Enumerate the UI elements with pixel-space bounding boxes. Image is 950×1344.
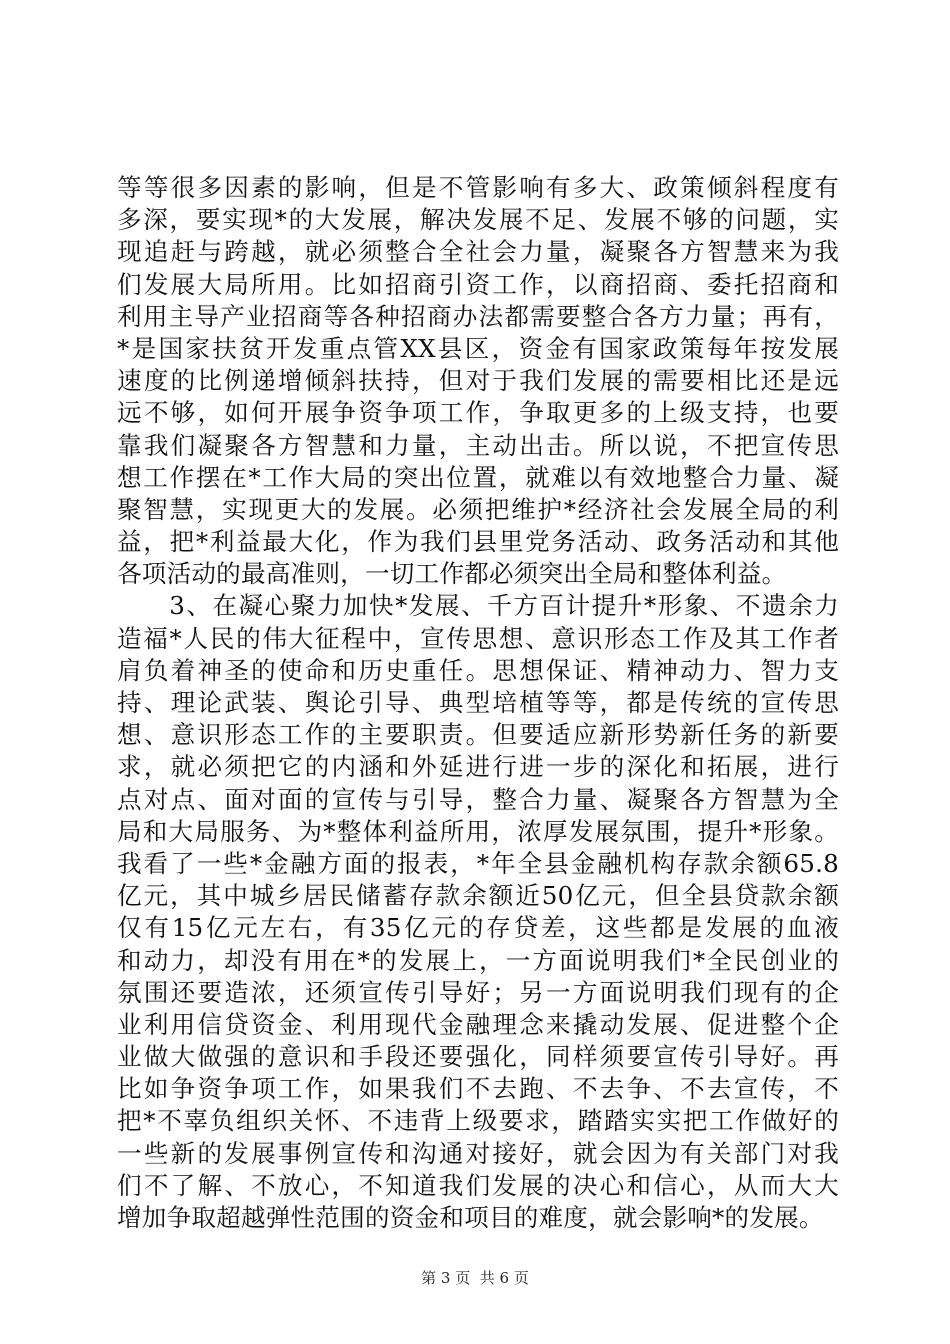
text-line: 多深，要实现*的大发展，解决发展不足、发展不够的问题，实 [117,205,839,235]
text-line: 增加争取超越弹性范围的资金和项目的难度，就会影响*的发展。 [117,1203,824,1232]
text-line: *是国家扶贫开发重点管XX县区，资金有国家政策每年按发展 [117,333,839,363]
text-line: 一些新的发展事例宣传和沟通对接好，就会因为有关部门对我 [117,1138,839,1168]
text-line: 现追赶与跨越，就必须整合全社会力量，凝聚各方智慧来为我 [117,237,839,267]
text-line: 各项活动的最高准则，一切工作都必须突出全局和整体利益。 [117,559,787,589]
text-line: 和动力，却没有用在*的发展上，一方面说明我们*全民创业的 [117,945,839,975]
page-footer: 第 3 页 共 6 页 [421,1269,529,1287]
text-line: 仅有15亿元左右，有35亿元的存贷差，这些都是发展的血液 [117,913,839,943]
text-line: 亿元，其中城乡居民储蓄存款余额近50亿元，但全县贷款余额 [117,881,839,911]
text-line: 远不够，如何开展争资争项工作，争取更多的上级支持，也要 [117,398,839,428]
text-line: 聚智慧，实现更大的发展。必须把维护*经济社会发展全局的利 [117,494,839,524]
text-line: 点对点、面对面的宣传与引导，整合力量、凝聚各方智慧为全 [117,784,839,814]
text-line: 速度的比例递增倾斜扶持，但对于我们发展的需要相比还是远 [117,366,839,396]
text-line: 等等很多因素的影响，但是不管影响有多大、政策倾斜程度有 [117,173,839,202]
text-line: 益，把*利益最大化，作为我们县里党务活动、政务活动和其他 [117,527,839,557]
text-line: 持、理论武装、舆论引导、典型培植等等，都是传统的宣传思 [117,688,839,717]
text-line: 3、在凝心聚力加快*发展、千方百计提升*形象、不遗余力 [117,591,839,621]
text-line: 求，就必须把它的内涵和外延进行进一步的深化和拓展，进行 [117,752,839,782]
text-line: 业做大做强的意识和手段还要强化，同样须要宣传引导好。再 [117,1042,839,1072]
text-line: 们不了解、不放心，不知道我们发展的决心和信心，从而大大 [117,1170,839,1200]
text-line: 们发展大局所用。比如招商引资工作，以商招商、委托招商和 [117,269,839,299]
text-line: 想、意识形态工作的主要职责。但要适应新形势新任务的新要 [117,720,839,750]
text-line: 比如争资争项工作，如果我们不去跑、不去争、不去宣传，不 [117,1074,839,1104]
text-line: 业利用信贷资金、利用现代金融理念来撬动发展、促进整个企 [117,1009,839,1039]
text-line: 氛围还要造浓，还须宣传引导好；另一方面说明我们现有的企 [117,977,839,1007]
text-line: 造福*人民的伟大征程中，宣传思想、意识形态工作及其工作者 [117,623,839,653]
text-line: 利用主导产业招商等各种招商办法都需要整合各方力量；再有， [117,301,839,331]
text-line: 想工作摆在*工作大局的突出位置，就难以有效地整合力量、凝 [117,462,839,492]
text-line: 局和大局服务、为*整体利益所用，浓厚发展氛围，提升*形象。 [117,816,839,846]
body-text [117,172,839,1234]
text-line: 肩负着神圣的使命和历史重任。思想保证、精神动力、智力支 [117,655,839,685]
text-line: 靠我们凝聚各方智慧和力量，主动出击。所以说，不把宣传思 [117,430,839,460]
text-line: 我看了一些*金融方面的报表，*年全县金融机构存款余额65.8 [117,848,839,878]
text-line: 把*不辜负组织关怀、不违背上级要求，踏踏实实把工作做好的 [117,1106,839,1136]
